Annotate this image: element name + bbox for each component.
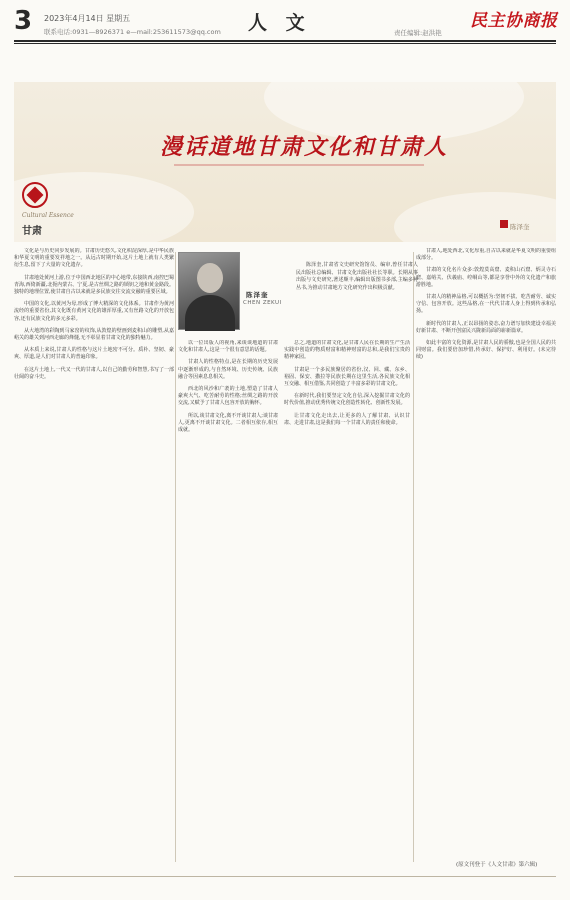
- paragraph: 新时代的甘肃人,正以昂扬的姿态,奋力谱写加快建设幸福美好新甘肃、不断开创富民兴陇新局面的崭新篇章。: [416, 320, 556, 334]
- masthead-rule: [14, 40, 556, 42]
- column-divider: [413, 252, 414, 862]
- date-line: 2023年4月14日 星期五: [44, 14, 131, 23]
- paragraph: 文化是与历史同步发展的。甘肃历史悠久,文化积淀深厚,是中华民族和华夏文明的重要发祥地之一。从远古时期开始,这片土地上就有人类繁衍生息,留下了大量的文化遗存。: [14, 248, 174, 269]
- paragraph: 从大地湾的彩陶到马家窑的纹饰,从敦煌的壁画到麦积山的雕塑,从嘉峪关的雄关到河西走廊的烽燧,无不彰显着甘肃文化的独特魅力。: [14, 327, 174, 342]
- banner-byline: 陈泽奎: [510, 223, 530, 231]
- article-banner: [14, 82, 556, 242]
- paragraph: 如此丰富的文化资源,是甘肃人民的骄傲,也是全国人民的共同财富。我们要倍加珍惜,传承好、保护好、利用好。(未完待续): [416, 340, 556, 361]
- article-headline: 漫话道地甘肃文化和甘肃人: [159, 134, 448, 160]
- author-name-en: CHEN ZEKUI: [243, 300, 282, 306]
- article-column-3: [284, 340, 410, 868]
- column-label: [22, 182, 82, 237]
- page-number: 3: [14, 6, 33, 36]
- paragraph: 西北的风沙和广袤的土地,塑造了甘肃人豪爽大气、吃苦耐劳的性格;丝绸之路的开放交流,又赋予了甘肃人包容开放的胸怀。: [178, 386, 278, 407]
- paragraph: 让甘肃文化走出去,让更多的人了解甘肃、认识甘肃、走进甘肃,这是我们每一个甘肃人的责任和使命。: [284, 412, 410, 426]
- author-intro: 陈泽奎,甘肃省文史研究馆馆员、编审,曾任甘肃人民出版社总编辑、甘肃文化出版社社长等职。长期从事出版与文史研究,著述颇丰,编辑出版图书多部,主编多种丛书,为推动甘肃地方文化研究作出积极贡献。: [296, 262, 418, 291]
- emblem-icon: [22, 182, 48, 208]
- author-portrait: [178, 252, 240, 330]
- paragraph: 甘肃人,地处西北,文化厚重,自古以来就是华夏文明的重要组成部分。: [416, 248, 556, 262]
- source-note: (原文刊登于《人文甘肃》第六辑): [456, 862, 538, 868]
- paper-logo: 民主协商报: [470, 11, 558, 31]
- byline-mark-icon: [500, 220, 508, 228]
- section-title: 人 文: [248, 12, 311, 34]
- article-column-2: [178, 340, 278, 868]
- paragraph: 从本质上来说,甘肃人的性格与这片土地密不可分。质朴、坚韧、豪爽、厚道,是人们对甘肃人的普遍印象。: [14, 347, 174, 361]
- article-column-1: [14, 248, 174, 868]
- column-divider: [175, 252, 176, 862]
- column-region: 甘肃: [22, 226, 42, 237]
- paragraph: 在新时代,我们要坚定文化自信,深入挖掘甘肃文化的时代价值,推动优秀传统文化创造性转化、创新性发展。: [284, 393, 410, 407]
- paragraph: 甘肃是一个多民族聚居的省份,汉、回、藏、东乡、裕固、保安、撒拉等民族长期在这里生活,各民族文化相互交融、相互借鉴,共同创造了丰富多彩的甘肃文化。: [284, 366, 410, 388]
- paragraph: 中国的文化,以黄河为母,形成了博大精深的文化体系。甘肃作为黄河流经的重要省份,其文化既有黄河文化的雄浑厚重,又有丝路文化的开放包容,还有民族文化的多元多彩。: [14, 301, 174, 322]
- paragraph: 在这片土地上,一代又一代的甘肃人,以自己的勤劳和智慧,书写了一部壮阔的奋斗史。: [14, 366, 174, 380]
- paragraph: 甘肃的文化名片众多:敦煌莫高窟、麦积山石窟、炳灵寺石窟、嘉峪关、伏羲庙、崆峒山等,都是享誉中外的文化遗产和旅游胜地。: [416, 267, 556, 288]
- paragraph: 甘肃人的精神品格,可以概括为:坚韧不拔、吃苦耐劳、诚实守信、包容开放。这些品格,在一代代甘肃人身上得到传承和弘扬。: [416, 294, 556, 315]
- paragraph: 以一位出版人的视角,来谈谈地道的甘肃文化和甘肃人,这是一个很有意思的话题。: [178, 340, 278, 354]
- paragraph: 甘肃地处黄河上游,位于中国西北地区的中心地带,东接陕西,南控巴蜀青海,西倚新疆,北扼内蒙古、宁夏,是古丝绸之路的锁钥之地和黄金路段。独特的地理位置,使甘肃自古以来就是多民族交往交流交融的重要区域。: [14, 274, 174, 296]
- cloud-decoration: [394, 192, 556, 242]
- author-name: 陈泽奎: [246, 291, 269, 299]
- contact-line: 联系电话:0931—8926371 e—mail:253611573@qq.com: [44, 28, 221, 36]
- editor-line: 责任编辑:赵洪艳: [394, 29, 442, 37]
- bottom-rule: [14, 876, 556, 877]
- headline-underline: [174, 164, 424, 166]
- masthead-rule-thin: [14, 43, 556, 44]
- column-name-en: Cultural Essence: [22, 212, 74, 219]
- paragraph: 总之,地道的甘肃文化,是甘肃人民在长期的生产生活实践中创造的物质财富和精神财富的总和,是我们宝贵的精神家园。: [284, 340, 410, 361]
- paragraph: 甘肃人的性格特点,是在长期的历史发展中逐渐形成的,与自然环境、历史传统、民族融合等因素息息相关。: [178, 359, 278, 380]
- article-column-4: [416, 248, 556, 868]
- masthead: [0, 0, 570, 46]
- paragraph: 所以,谈甘肃文化,离不开谈甘肃人;谈甘肃人,更离不开谈甘肃文化。二者相互依存,相互成就。: [178, 412, 278, 434]
